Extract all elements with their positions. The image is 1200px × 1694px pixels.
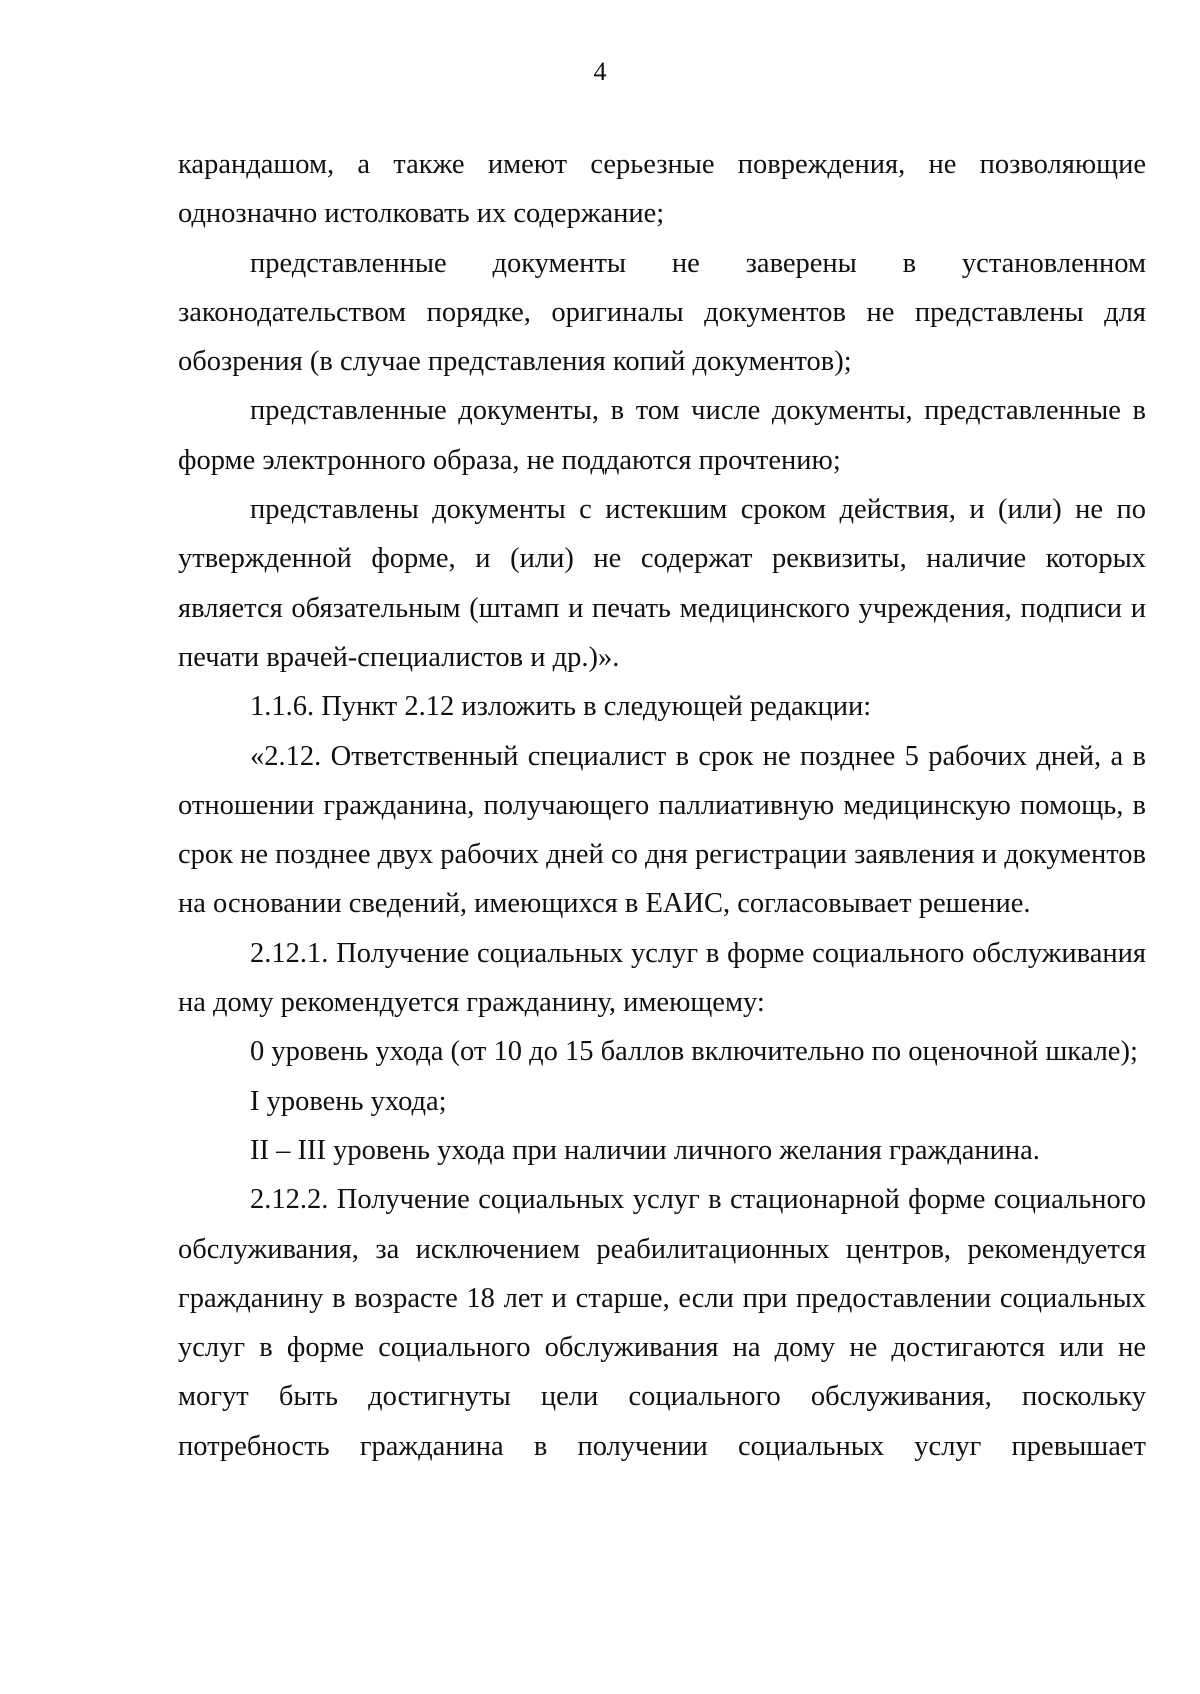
paragraph: 1.1.6. Пункт 2.12 изложить в следующей редакции:: [250, 691, 872, 723]
paragraph: карандашом, а также имеют серьезные повреждения, не позволяющие однозначно истолковать их содержание;: [178, 149, 1146, 230]
paragraph: представленные документы, в том числе документы, представленные в форме электронного образа, не поддаются прочтению;: [178, 395, 1146, 476]
paragraph: II – III уровень ухода при наличии личного желания гражданина.: [250, 1134, 1040, 1166]
paragraph: «2.12. Ответственный специалист в срок не позднее 5 рабочих дней, а в отношении гражданина, получающего паллиативную медицинскую помощь, в срок не позднее двух рабочих дней со дня регистрации заявления и документов на основании сведений, имеющихся в ЕАИС, согласовывает решение.: [178, 740, 1146, 920]
paragraph: 2.12.2. Получение социальных услуг в стационарной форме социального обслуживания, за исключением реабилитационных центров, рекомендуется гражданину в возрасте 18 лет и старше, если при предоставлении социальных услуг в форме социального обслуживания на дому не достигаются или не могут быть достигнуты цели социального обслуживания, поскольку потребность гражданина в получении социальных услуг превышает: [178, 1184, 1146, 1462]
paragraph: представленные документы не заверены в установленном законодательством порядке, оригиналы документов не представлены для обозрения (в случае представления копий документов);: [178, 247, 1146, 378]
paragraph: 0 уровень ухода (от 10 до 15 баллов включительно по оценочной шкале);: [250, 1036, 1138, 1068]
document-body: [178, 140, 1146, 1471]
page-number: 4: [593, 57, 607, 86]
paragraph: I уровень ухода;: [250, 1085, 447, 1117]
paragraph: 2.12.1. Получение социальных услуг в форме социального обслуживания на дому рекомендуется гражданину, имеющему:: [178, 937, 1146, 1019]
paragraph: представлены документы с истекшим сроком действия, и (или) не по утвержденной форме, и (или) не содержат реквизиты, наличие которых является обязательным (штамп и печать медицинского учреждения, подписи и печати врачей-специалистов и др.)».: [178, 494, 1146, 673]
